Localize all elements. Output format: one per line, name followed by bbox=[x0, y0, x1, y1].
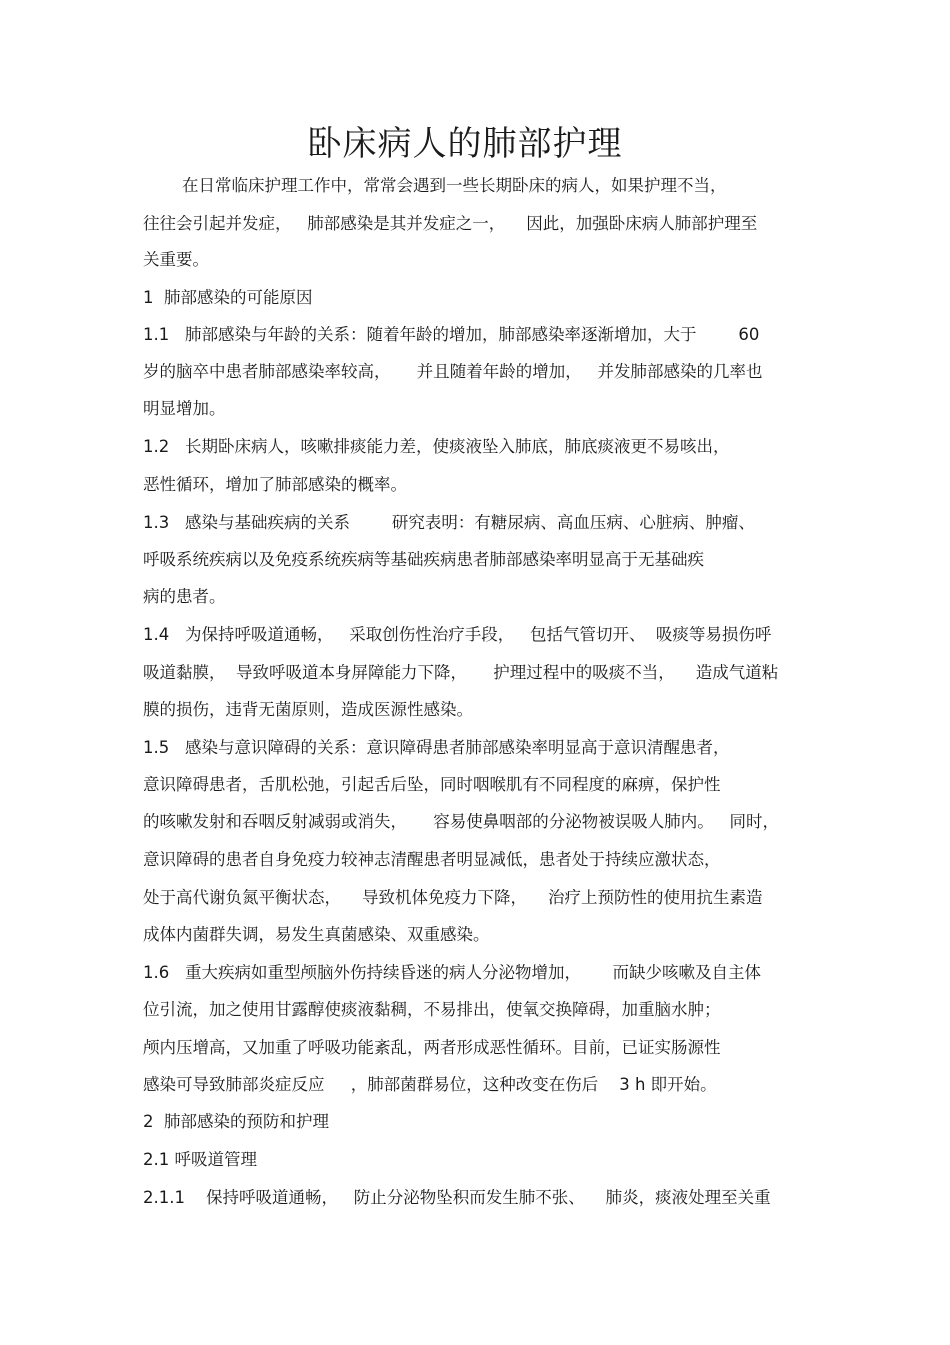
paragraph-line: 成体内菌群失调，易发生真菌感染、双重感染。 bbox=[143, 925, 490, 944]
paragraph-line: 意识障碍患者，舌肌松弛，引起舌后坠，同时咽喉肌有不同程度的麻痹，保护性 bbox=[143, 775, 721, 794]
paragraph-line: 病的患者。 bbox=[143, 587, 226, 606]
paragraph-line: 的咳嗽发射和吞咽反射减弱或消失， 容易使鼻咽部的分泌物被误吸人肺内。 同时， bbox=[143, 812, 779, 831]
paragraph-line: 往往会引起并发症， 肺部感染是其并发症之一， 因此，加强卧床病人肺部护理至 bbox=[143, 214, 758, 233]
paragraph-line: 1.5 感染与意识障碍的关系：意识障碍患者肺部感染率明显高于意识清醒患者， bbox=[143, 738, 730, 757]
paragraph-line: 膜的损伤，违背无菌原则，造成医源性感染。 bbox=[143, 700, 473, 719]
paragraph-line: 1.4 为保持呼吸道通畅， 采取创伤性治疗手段， 包括气管切开、 吸痰等易损伤呼 bbox=[143, 625, 772, 644]
section-heading: 2 肺部感染的预防和护理 bbox=[143, 1112, 329, 1131]
paragraph-line: 1.3 感染与基础疾病的关系 研究表明：有糖尿病、高血压病、心脏病、肿瘤、 bbox=[143, 513, 755, 532]
paragraph-line: 在日常临床护理工作中，常常会遇到一些长期卧床的病人，如果护理不当， bbox=[182, 176, 727, 195]
paragraph-line: 吸道黏膜， 导致呼吸道本身屏障能力下降， 护理过程中的吸痰不当， 造成气道粘 bbox=[143, 663, 779, 682]
paragraph-line: 位引流，加之使用甘露醇使痰液黏稠，不易排出，使氧交换障碍，加重脑水肿； bbox=[143, 1000, 721, 1019]
paragraph-line: 岁的脑卒中患者肺部感染率较高， 并且随着年龄的增加， 并发肺部感染的几率也 bbox=[143, 362, 763, 381]
subsection-heading: 2.1 呼吸道管理 bbox=[143, 1150, 257, 1169]
paragraph-line: 关重要。 bbox=[143, 250, 209, 269]
paragraph-line: 意识障碍的患者自身免疫力较神志清醒患者明显减低，患者处于持续应激状态， bbox=[143, 850, 721, 869]
paragraph-line: 1.2 长期卧床病人，咳嗽排痰能力差，使痰液坠入肺底，肺底痰液更不易咳出， bbox=[143, 437, 730, 456]
paragraph-line: 1.6 重大疾病如重型颅脑外伤持续昏迷的病人分泌物增加， 而缺少咳嗽及自主体 bbox=[143, 963, 761, 982]
section-heading: 1 肺部感染的可能原因 bbox=[143, 288, 313, 307]
paragraph-line: 感染可导致肺部炎症反应 ，肺部菌群易位，这种改变在伤后 3 h 即开始。 bbox=[143, 1075, 717, 1094]
paragraph-line: 恶性循环，增加了肺部感染的概率。 bbox=[143, 475, 407, 494]
paragraph-line: 处于高代谢负氮平衡状态， 导致机体免疫力下降， 治疗上预防性的使用抗生素造 bbox=[143, 888, 763, 907]
paragraph-line: 2.1.1 保持呼吸道通畅， 防止分泌物坠积而发生肺不张、 肺炎，痰液处理至关重 bbox=[143, 1188, 771, 1207]
paragraph-line: 颅内压增高，又加重了呼吸功能紊乱，两者形成恶性循环。目前，已证实肠源性 bbox=[143, 1038, 721, 1057]
paragraph-line: 明显增加。 bbox=[143, 399, 226, 418]
paragraph-line: 1.1 肺部感染与年龄的关系：随着年龄的增加，肺部感染率逐渐增加，大于 60 bbox=[143, 325, 760, 344]
paragraph-line: 呼吸系统疾病以及免疫系统疾病等基础疾病患者肺部感染率明显高于无基础疾 bbox=[143, 550, 704, 569]
document-title: 卧床病人的肺部护理 bbox=[307, 124, 623, 164]
